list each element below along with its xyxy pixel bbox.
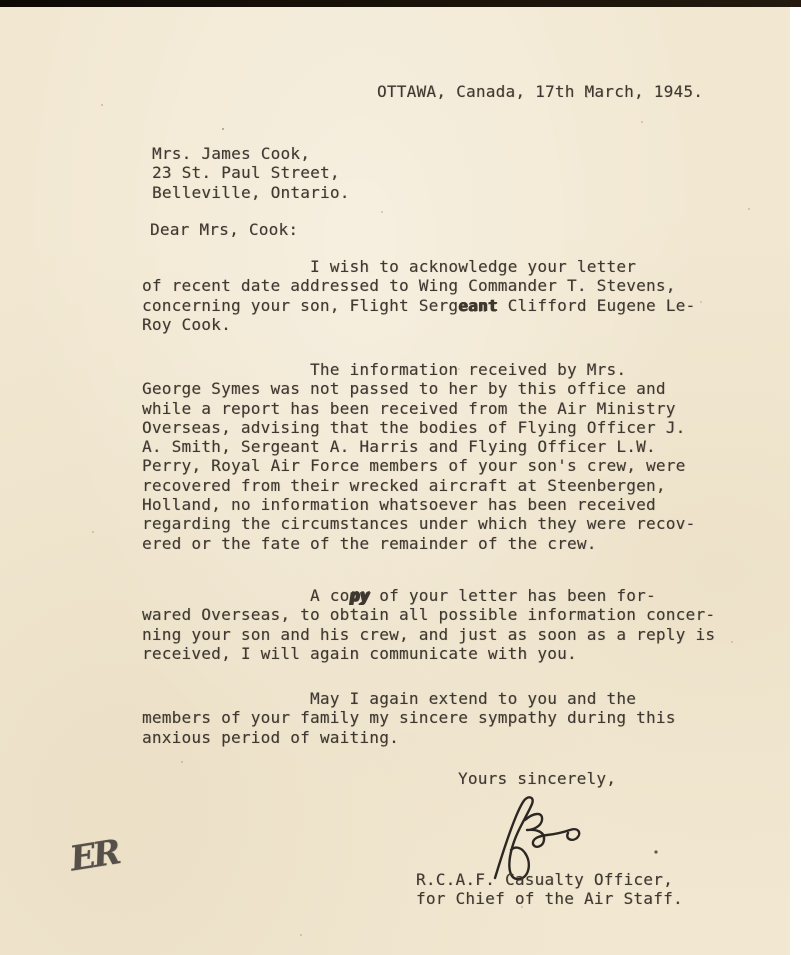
letter-line: while a report has been received from the Air Ministry: [142, 398, 676, 418]
line-segment: concerning your son, Flight Serg: [142, 295, 459, 315]
dateline: OTTAWA, Canada, 17th March, 1945.: [377, 82, 704, 101]
handwritten-initials: ER: [67, 832, 122, 880]
paragraph-sympathy: [142, 689, 676, 747]
overstruck-text: eant: [458, 295, 498, 315]
letter-line: members of your family my sincere sympathy during this: [142, 708, 676, 728]
letter-line: [142, 296, 695, 315]
letter-line: ning your son and his crew, and just as soon as a reply is: [142, 624, 716, 644]
scan-edge-dark-strip: [0, 0, 801, 7]
signoff-line: for Chief of the Air Staff.: [416, 889, 683, 909]
letter-line: [142, 586, 715, 605]
letter-line: May I again extend to you and the: [142, 689, 637, 708]
recipient-line: Mrs. James Cook,: [152, 144, 311, 163]
letter-line: received, I will again communicate with you.: [142, 643, 577, 663]
recipient-line: Belleville, Ontario.: [152, 182, 350, 202]
line-segment: A co: [142, 586, 350, 605]
letter-line: Roy Cook.: [142, 314, 231, 334]
letter-line: I wish to acknowledge your letter: [142, 257, 637, 276]
letter-line: of recent date addressed to Wing Commander T. Stevens,: [142, 276, 676, 296]
recipient-address: [152, 144, 350, 202]
paragraph-acknowledgement: [142, 257, 695, 334]
letter-line: A. Smith, Sergeant A. Harris and Flying Officer L.W.: [142, 437, 656, 457]
paragraph-forwarded: [142, 586, 715, 663]
signature-block: [416, 870, 683, 909]
signoff-line: R.C.A.F. Casualty Officer,: [416, 870, 673, 889]
scan-edge-white-strip: [790, 0, 801, 955]
overstruck-text: py: [348, 585, 371, 606]
line-segment: Clifford Eugene Le-: [497, 295, 696, 315]
paragraph-information: [142, 360, 695, 553]
letter-line: Overseas, advising that the bodies of Flying Officer J.: [142, 417, 686, 437]
letter-line: ered or the fate of the remainder of the crew.: [142, 533, 597, 553]
letter-line: Perry, Royal Air Force members of your son's crew, were: [142, 456, 686, 476]
salutation: Dear Mrs, Cook:: [150, 220, 299, 239]
letter-line: recovered from their wrecked aircraft at Steenbergen,: [142, 475, 666, 495]
closing-salutation: Yours sincerely,: [458, 769, 617, 788]
letter-line: anxious period of waiting.: [142, 727, 399, 747]
letter-line: wared Overseas, to obtain all possible information concer-: [142, 605, 716, 625]
letter-line: regarding the circumstances under which they were recov-: [142, 514, 696, 534]
recipient-line: 23 St. Paul Street,: [152, 163, 340, 183]
letter-line: The information received by Mrs.: [142, 360, 627, 379]
line-segment: of your letter has been for-: [369, 586, 656, 605]
letter-line: Holland, no information whatsoever has been received: [142, 495, 656, 515]
letter-line: George Symes was not passed to her by this office and: [142, 379, 666, 399]
